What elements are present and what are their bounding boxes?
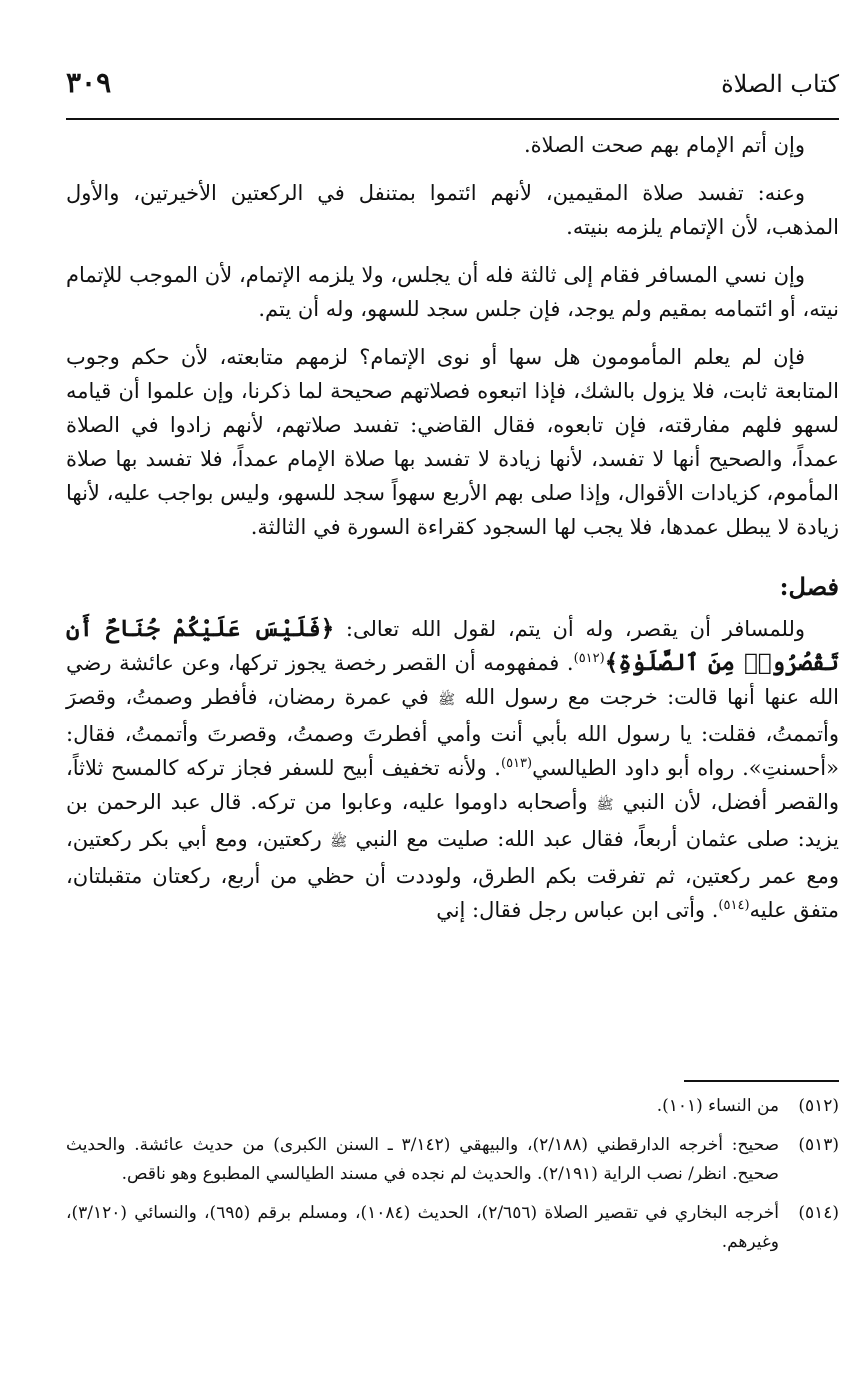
paragraph-5 xyxy=(66,612,839,927)
paragraph-5-text-d: . ولأنه تخفيف أبيح للسفر فجاز تركه كالمسح ثلاثاً، والقصر أفضل، لأن النبي xyxy=(66,756,839,814)
paragraph-5-text-b: . فمفهومه أن القصر رخصة يجوز تركها، وعن عائشة رضي الله عنها أنها قالت: خرجت مع رسول الله xyxy=(66,651,840,709)
salla-glyph: ﷺ xyxy=(438,692,456,708)
running-title: كتاب الصلاة xyxy=(721,70,839,98)
salla-glyph: ﷺ xyxy=(330,834,348,850)
quran-verse: ﴿فَلَيْسَ عَلَيْكُمْ جُنَاحٌ أَن تَقْصُرُوا۟ مِنَ ٱلصَّلَوٰةِ﴾ xyxy=(66,615,839,676)
salla-glyph: ﷺ xyxy=(596,797,614,813)
footnote-514 xyxy=(66,1199,839,1257)
footnote-ref-513[interactable]: (٥١٣) xyxy=(501,756,533,771)
footnote-text: أخرجه البخاري في تقصير الصلاة (٢/٦٥٦)، الحديث (١٠٨٤)، ومسلم برقم (٦٩٥)، والنسائي (٣/١٢٠)، وغيرهم. xyxy=(66,1203,779,1252)
paragraph-5-text-g: . وأتى ابن عباس رجل فقال: إني xyxy=(436,898,719,922)
page-number: ٣٠٩ xyxy=(66,66,112,99)
footnote-513 xyxy=(66,1131,839,1189)
section-heading: فصل: xyxy=(779,572,839,601)
paragraph-5-text-e: وأصحابه داوموا عليه، وعابوا من تركه. قال عبد الرحمن بن يزيد: صلى عثمان أربعاً، فقال عبد الله: صليت مع النبي xyxy=(66,790,839,851)
paragraph-5-text-f: ركعتين، ومع أبي بكر ركعتين، ومع عمر ركعتين، ثم تفرقت بكم الطرق، ولوددت أن حظي من أربع، ركعتان متقبلتان، متفق عليه xyxy=(66,827,839,922)
paragraph-5-text-c: في عمرة رمضان، فأفطر وصمتُ، وقصرَ وأتممتُ، فقلت: يا رسول الله بأبي أنت وأمي أفطرتَ وصمتُ، وقصرتَ وأتممتُ، فقال: «أحسنتِ». رواه أبو داود الطيالسي xyxy=(66,685,839,780)
main-text xyxy=(66,128,839,941)
footnote-divider xyxy=(684,1080,839,1082)
paragraph-3: وإن نسي المسافر فقام إلى ثالثة فله أن يجلس، ولا يلزمه الإتمام، لأن الموجب للإتمام نيته، أو ائتمامه بمقيم ولم يوجد، فإن جلس سجد للسهو، وله أن يتم. xyxy=(66,263,839,321)
header-divider xyxy=(66,118,839,120)
footnote-text: صحيح: أخرجه الدارقطني (٢/١٨٨)، والبيهقي (٣/١٤٢ ـ السنن الكبرى) من حديث عائشة. والحديث صحيح. انظر/ نصب الراية (٢/١٩١). والحديث لم نجده في مسند الطيالسي المطبوع وهو ناقص. xyxy=(66,1135,779,1184)
footnote-number: (٥١٣) xyxy=(798,1135,839,1155)
page-header xyxy=(66,62,839,112)
footnote-512 xyxy=(66,1092,839,1121)
footnote-ref-514[interactable]: (٥١٤) xyxy=(718,898,750,913)
footnote-number: (٥١٢) xyxy=(798,1096,839,1116)
footnote-text: من النساء (١٠١). xyxy=(656,1096,779,1116)
paragraph-1: وإن أتم الإمام بهم صحت الصلاة. xyxy=(523,133,805,157)
footnotes xyxy=(66,1092,839,1267)
footnote-ref-512[interactable]: (٥١٢) xyxy=(573,651,605,666)
paragraph-5-text-a: وللمسافر أن يقصر، وله أن يتم، لقول الله تعالى: xyxy=(345,617,805,641)
footnote-number: (٥١٤) xyxy=(798,1203,839,1223)
paragraph-2: وعنه: تفسد صلاة المقيمين، لأنهم ائتموا بمتنفل في الركعتين الأخيرتين، والأول المذهب، لأن الإتمام يلزمه بنيته. xyxy=(66,181,839,239)
paragraph-4: فإن لم يعلم المأمومون هل سها أو نوى الإتمام؟ لزمهم متابعته، لأن حكم وجوب المتابعة ثابت، فلا يزول بالشك، فإذا اتبعوه فصلاتهم صحيحة لما ذكرنا، وإن علموا أن قيامه لسهو فلهم مفارقته، فإن تابعوه، فقال القاضي: تفسد صلاتهم، لأنهم زادوا في الصلاة عمداً، والصحيح أنها لا تفسد، لأنها زيادة لا تفسد بها صلاة الإمام عمداً، فلا تفسد بها صلاة المأموم، كزيادات الأقوال، وإذا صلى بهم الأربع سهواً سجد للسهو، وليس بواجب عليه، لأنها زيادة لا يبطل عمدها، فلا يجب لها السجود كقراءة السورة في الثالثة. xyxy=(66,345,839,539)
